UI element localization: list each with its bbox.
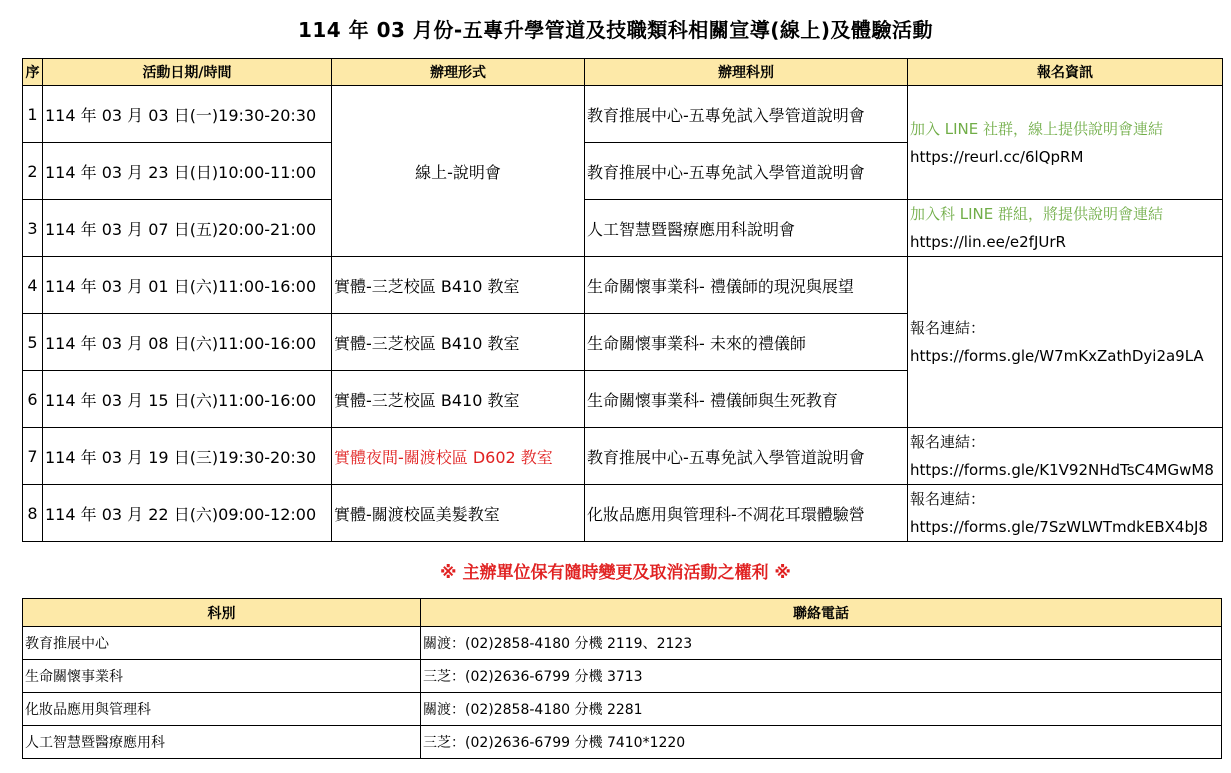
activity-schedule-table [22, 58, 1223, 542]
row-datetime: 114 年 03 月 01 日(六)11:00-16:00 [43, 257, 332, 314]
row-seq: 6 [23, 371, 43, 428]
table-row [23, 660, 1222, 693]
row-department: 教育推展中心-五專免試入學管道說明會 [585, 86, 908, 143]
row-datetime: 114 年 03 月 22 日(六)09:00-12:00 [43, 485, 332, 542]
row-department: 教育推展中心-五專免試入學管道說明會 [585, 428, 908, 485]
contact-dept: 人工智慧暨醫療應用科 [23, 726, 421, 759]
row-datetime: 114 年 03 月 19 日(三)19:30-20:30 [43, 428, 332, 485]
registration-line-group [908, 200, 1223, 257]
row-department: 教育推展中心-五專免試入學管道說明會 [585, 143, 908, 200]
contact-dept: 教育推展中心 [23, 627, 421, 660]
row-department: 生命關懷事業科- 禮儀師的現況與展望 [585, 257, 908, 314]
row-datetime: 114 年 03 月 08 日(六)11:00-16:00 [43, 314, 332, 371]
contact-phone: 關渡：(02)2858-4180 分機 2281 [421, 693, 1222, 726]
row-format: 實體夜間-關渡校區 D602 教室 [332, 428, 585, 485]
registration-cell [908, 485, 1223, 542]
header-datetime: 活動日期/時間 [43, 59, 332, 86]
contact-phone: 三芝：(02)2636-6799 分機 7410*1220 [421, 726, 1222, 759]
row-seq: 5 [23, 314, 43, 371]
registration-label: 報名連結： [910, 490, 986, 508]
registration-life-care [908, 257, 1223, 428]
row-department: 化妝品應用與管理科-不凋花耳環體驗營 [585, 485, 908, 542]
row-datetime: 114 年 03 月 15 日(六)11:00-16:00 [43, 371, 332, 428]
table-row [23, 86, 1223, 143]
table-row [23, 200, 1223, 257]
contact-dept: 生命關懷事業科 [23, 660, 421, 693]
header-format: 辦理形式 [332, 59, 585, 86]
registration-link[interactable]: https://forms.gle/K1V92NHdTsC4MGwM8 [910, 461, 1214, 479]
online-format-cell: 線上-說明會 [332, 86, 585, 257]
contact-dept: 化妝品應用與管理科 [23, 693, 421, 726]
contact-table [22, 598, 1222, 759]
table-row [23, 257, 1223, 314]
header-phone: 聯絡電話 [421, 599, 1222, 627]
registration-label: 報名連結： [910, 433, 986, 451]
registration-label: 報名連結： [910, 319, 986, 337]
row-format: 實體-三芝校區 B410 教室 [332, 371, 585, 428]
header-department: 辦理科別 [585, 59, 908, 86]
row-format: 實體-三芝校區 B410 教室 [332, 257, 585, 314]
contact-header-row [23, 599, 1222, 627]
row-datetime: 114 年 03 月 03 日(一)19:30-20:30 [43, 86, 332, 143]
contact-phone: 關渡：(02)2858-4180 分機 2119、2123 [421, 627, 1222, 660]
registration-link[interactable]: https://forms.gle/W7mKxZathDyi2a9LA [910, 347, 1204, 365]
row-datetime: 114 年 03 月 07 日(五)20:00-21:00 [43, 200, 332, 257]
registration-note: 加入 LINE 社群，線上提供說明會連結 [910, 119, 1164, 138]
schedule-header-row [23, 59, 1223, 86]
contact-phone: 三芝：(02)2636-6799 分機 3713 [421, 660, 1222, 693]
registration-note: 加入科 LINE 群組，將提供說明會連結 [910, 205, 1164, 223]
table-row [23, 726, 1222, 759]
row-seq: 2 [23, 143, 43, 200]
row-department: 生命關懷事業科- 未來的禮儀師 [585, 314, 908, 371]
row-format: 實體-關渡校區美髮教室 [332, 485, 585, 542]
table-row [23, 627, 1222, 660]
page-title: 114 年 03 月份-五專升學管道及技職類科相關宣導(線上)及體驗活動 [297, 18, 934, 42]
header-seq: 序 [23, 59, 43, 86]
row-format: 實體-三芝校區 B410 教室 [332, 314, 585, 371]
row-datetime: 114 年 03 月 23 日(日)10:00-11:00 [43, 143, 332, 200]
registration-link[interactable]: https://forms.gle/7SzWLWTmdkEBX4bJ8 [910, 518, 1208, 536]
row-seq: 8 [23, 485, 43, 542]
table-row [23, 485, 1223, 542]
organizer-notice: ※ 主辦單位保有隨時變更及取消活動之權利 ※ [440, 563, 791, 583]
table-row [23, 428, 1223, 485]
row-department: 人工智慧暨醫療應用科說明會 [585, 200, 908, 257]
row-seq: 4 [23, 257, 43, 314]
row-seq: 7 [23, 428, 43, 485]
registration-line-community [908, 86, 1223, 200]
row-seq: 3 [23, 200, 43, 257]
registration-link[interactable]: https://reurl.cc/6lQpRM [910, 147, 1084, 166]
registration-link[interactable]: https://lin.ee/e2fJUrR [910, 233, 1066, 251]
row-department: 生命關懷事業科- 禮儀師與生死教育 [585, 371, 908, 428]
header-dept: 科別 [23, 599, 421, 627]
header-registration: 報名資訊 [908, 59, 1223, 86]
table-row [23, 693, 1222, 726]
registration-cell [908, 428, 1223, 485]
row-seq: 1 [23, 86, 43, 143]
